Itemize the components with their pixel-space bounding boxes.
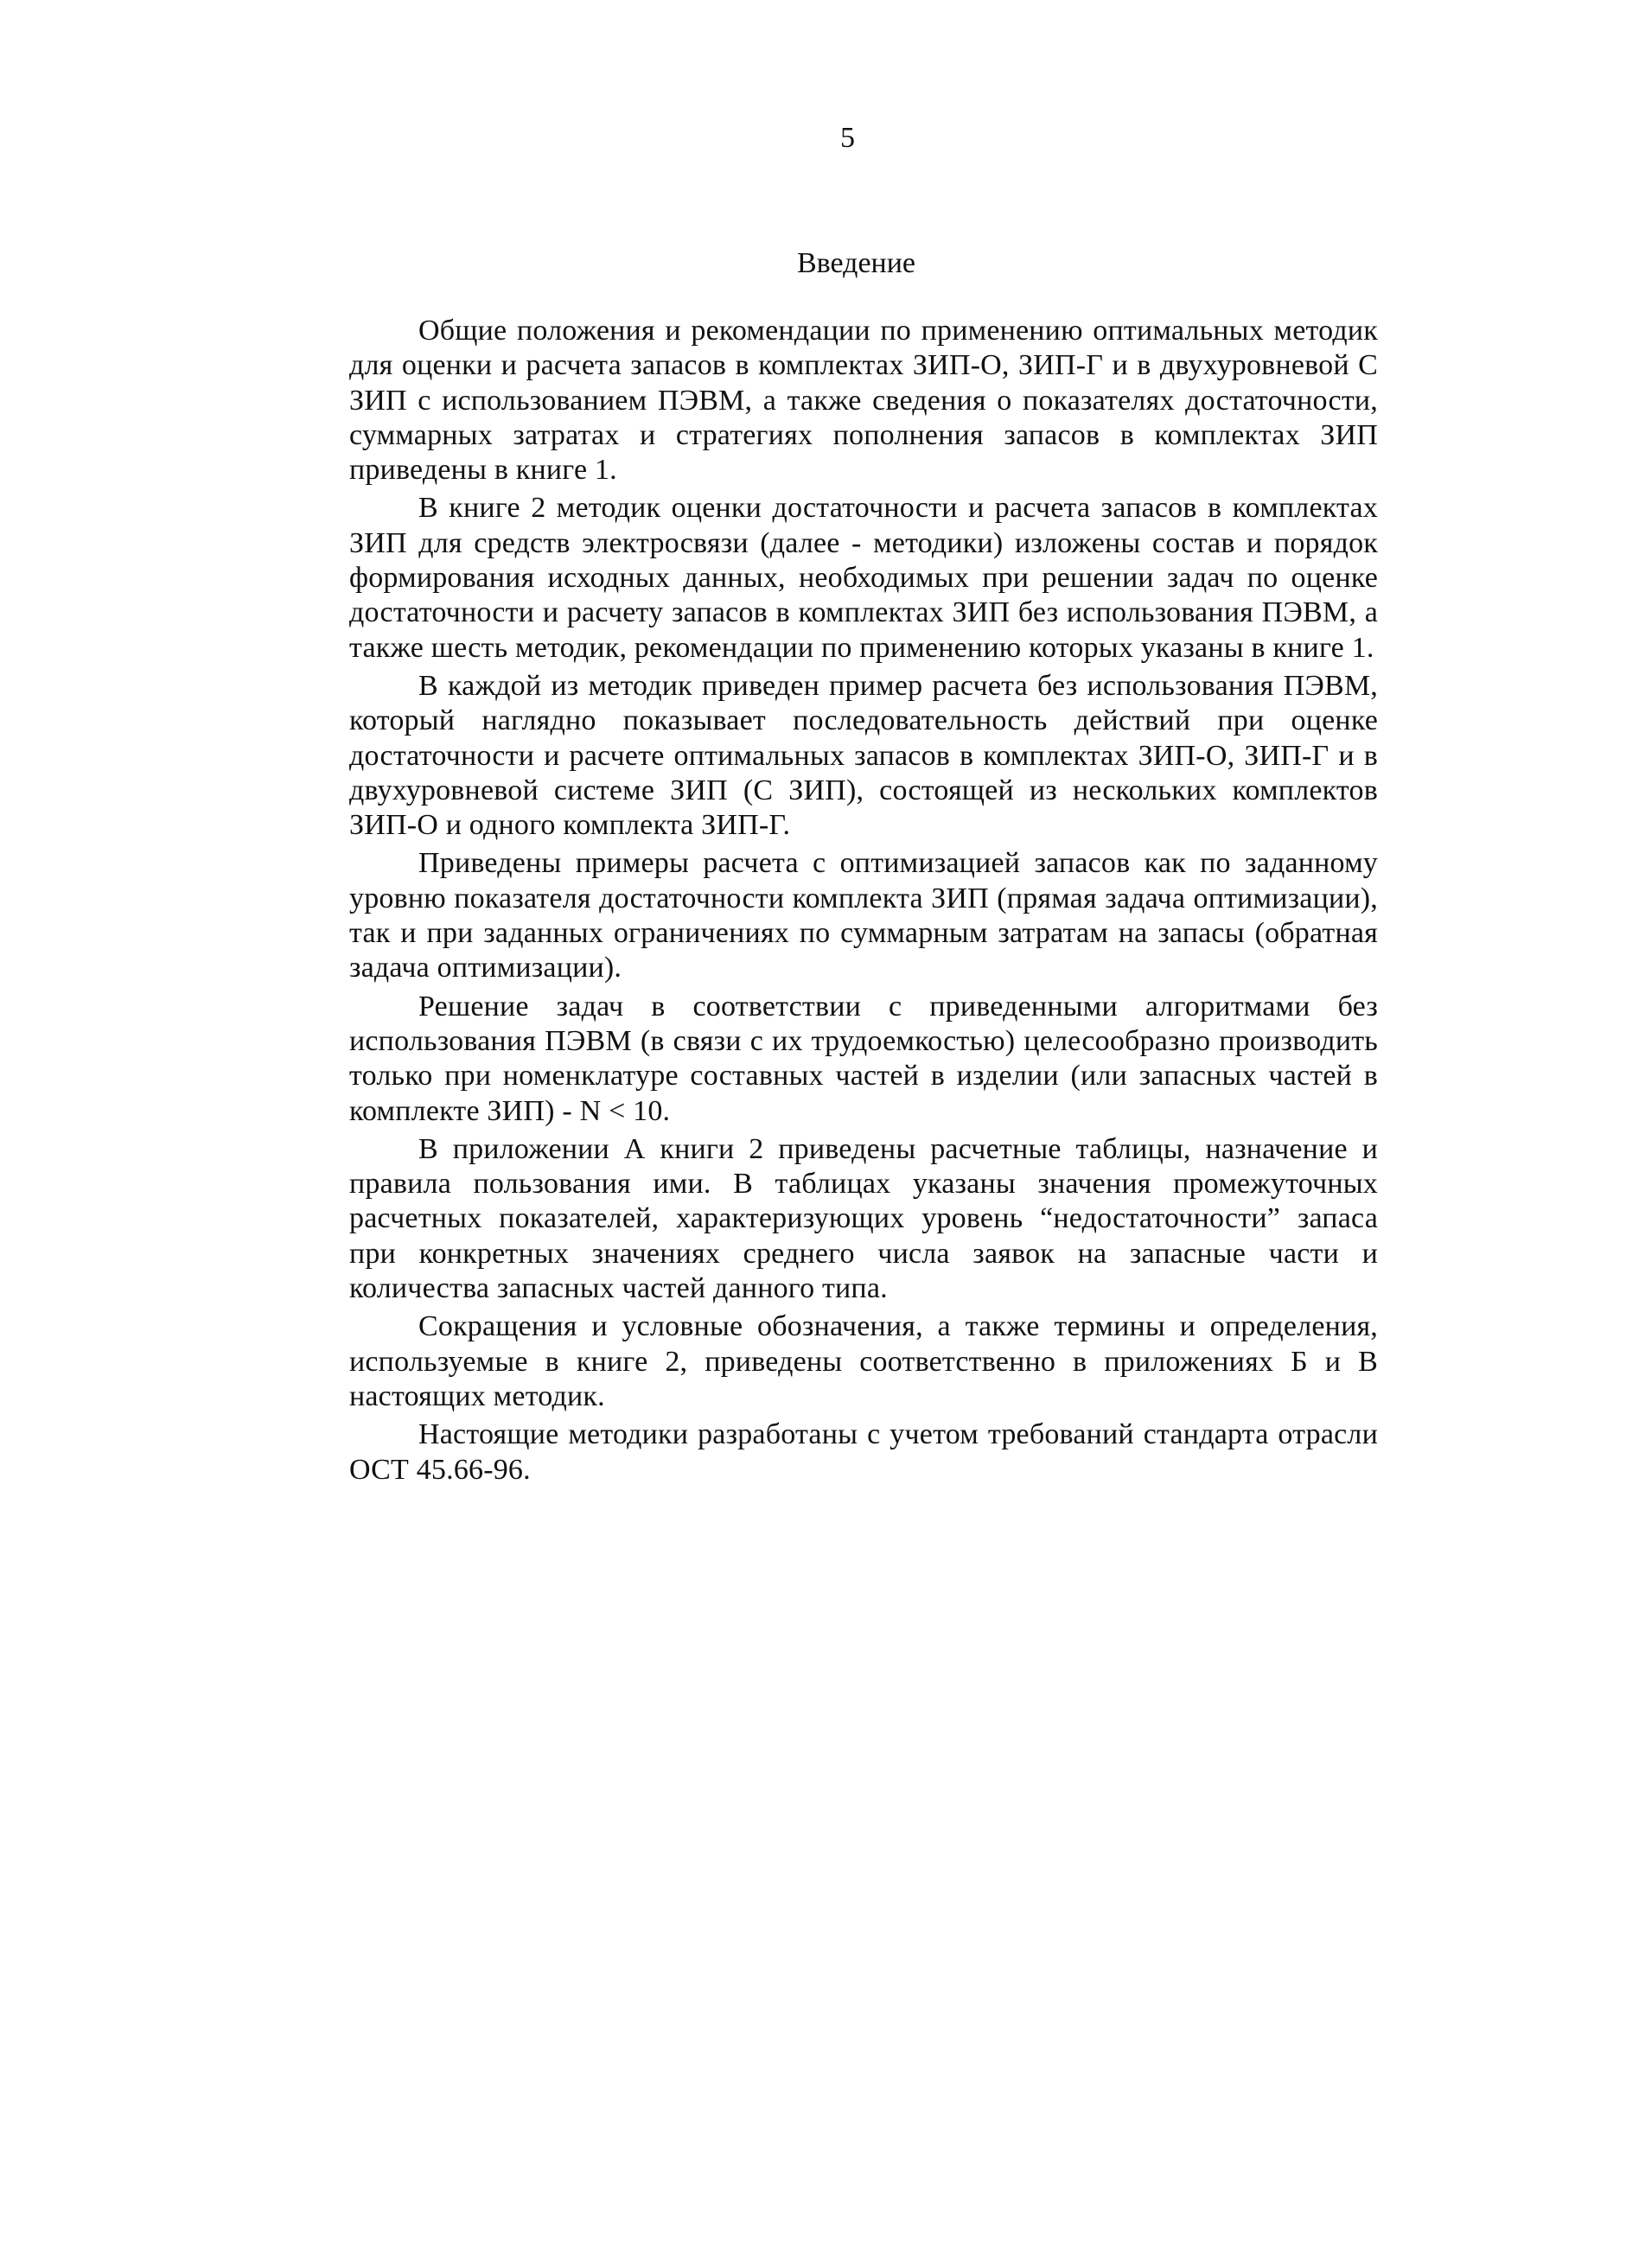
paragraph-3: В каждой из методик приведен пример расчета без использования ПЭВМ, который наглядно показывает последовательность действий при оценке достаточности и расчете оптимальных запасов в комплектах ЗИП-О, ЗИП-Г и в двухуровневой системе ЗИП (С ЗИП), состоящей из нескольких комплектов ЗИП-О и одного комплекта ЗИП-Г. <box>349 669 1378 842</box>
paragraph-4: Приведены примеры расчета с оптимизацией запасов как по заданному уровню показателя достаточности комплекта ЗИП (прямая задача оптимизации), так и при заданных ограничениях по суммарным затратам на запасы (обратная задача оптимизации). <box>349 847 1378 984</box>
paragraph-7: Сокращения и условные обозначения, а также термины и определения, используемые в книге 2, приведены соответственно в приложениях Б и В настоящих методик. <box>349 1310 1378 1412</box>
paragraph-6: В приложении А книги 2 приведены расчетные таблицы, назначение и правила пользования ими. В таблицах указаны значения промежуточных расчетных показателей, характеризующих уровень “недостаточности” запаса при конкретных значениях среднего числа заявок на запасные части и количества запасных частей данного типа. <box>349 1132 1378 1305</box>
page-title: Введение <box>796 247 916 279</box>
page-number: 5 <box>840 122 855 154</box>
paragraph-5: Решение задач в соответствии с приведенными алгоритмами без использования ПЭВМ (в связи с их трудоемкостью) целесообразно производить только при номенклатуре составных частей в изделии (или запасных частей в комплекте ЗИП) - N < 10. <box>349 990 1378 1127</box>
paragraph-1: Общие положения и рекомендации по применению оптимальных методик для оценки и расчета запасов в комплектах ЗИП-О, ЗИП-Г и в двухуровневой С ЗИП с использованием ПЭВМ, а также сведения о показателях достаточности, суммарных затратах и стратегиях пополнения запасов в комплектах ЗИП приведены в книге 1. <box>349 315 1378 487</box>
body-text <box>349 314 1378 1488</box>
paragraph-2: В книге 2 методик оценки достаточности и расчета запасов в комплектах ЗИП для средств электросвязи (далее - методики) изложены состав и порядок формирования исходных данных, необходимых при решении задач по оценке достаточности и расчету запасов в комплектах ЗИП без использования ПЭВМ, а также шесть методик, рекомендации по применению которых указаны в книге 1. <box>349 492 1378 664</box>
paragraph-8: Настоящие методики разработаны с учетом требований стандарта отрасли ОСТ 45.66-96. <box>349 1418 1378 1486</box>
